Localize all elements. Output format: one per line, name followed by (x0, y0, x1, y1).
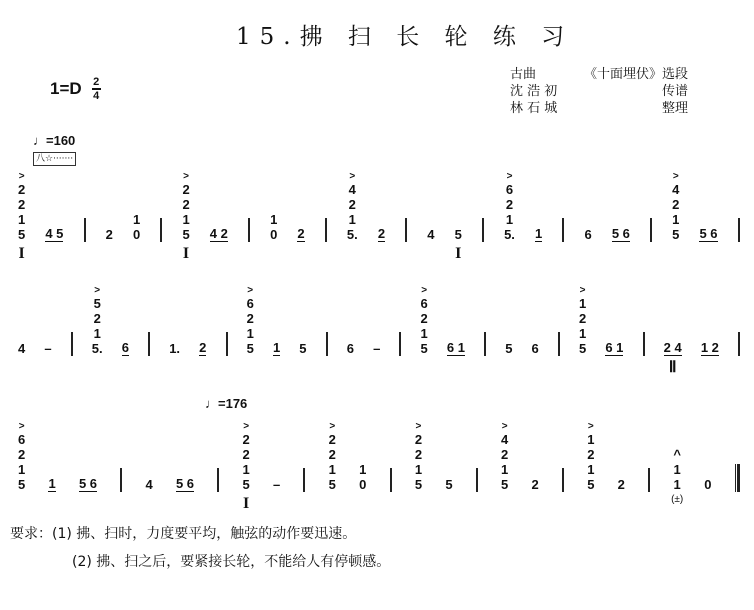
chord (133, 212, 140, 242)
chord (270, 212, 277, 242)
note (106, 227, 113, 242)
roll-mark: I (18, 245, 25, 262)
chord (501, 421, 508, 492)
chord (359, 462, 366, 492)
note (299, 341, 306, 356)
note (505, 341, 512, 356)
score-row (18, 416, 740, 512)
credit-line: 林 石 城 整理 (510, 101, 688, 116)
note (273, 340, 280, 356)
chord (421, 285, 428, 356)
note-digit: 5 (578, 341, 587, 356)
roll-mark: Ⅱ (668, 359, 677, 376)
note-digit: 2 (531, 477, 539, 492)
note-digit: 0 (359, 477, 367, 492)
note-digit: 1 (673, 462, 681, 477)
note (454, 227, 462, 262)
note (427, 227, 434, 242)
note-digit: 2 (348, 197, 356, 212)
note (531, 477, 538, 492)
chord (415, 421, 422, 492)
note-digit: 2 (297, 226, 305, 241)
barline (303, 468, 305, 492)
barline (650, 218, 652, 242)
note-digit: 5 (18, 227, 26, 242)
note-digit: 1 (673, 477, 681, 492)
chord (182, 171, 190, 262)
note (618, 477, 625, 492)
note (347, 341, 354, 356)
note (176, 476, 194, 492)
note (48, 476, 55, 492)
note-digit: 1 (18, 462, 26, 477)
accent-mark: > (506, 171, 513, 182)
note-digit: 4 (672, 182, 680, 197)
note-digit: 2 (246, 311, 254, 326)
note-digit: 6 (246, 296, 254, 311)
note-digit: 1. (169, 341, 181, 356)
accent-mark: > (421, 285, 428, 296)
note-digit: 2 (18, 197, 26, 212)
note-digit: 5 (93, 296, 101, 311)
chord (92, 285, 103, 356)
technique-marking: 八☆······· (33, 152, 76, 166)
roll-mark: I (242, 495, 250, 512)
note-digit: 2 (328, 432, 336, 447)
note-digit: 2 (105, 227, 113, 242)
note (704, 477, 711, 492)
note-digit: 4 (145, 477, 153, 492)
barline (148, 332, 150, 356)
chord (347, 171, 358, 242)
note-digit: 6 (346, 341, 354, 356)
chord (247, 285, 254, 356)
tempo-marking: ♩=160 (33, 133, 76, 148)
note-digit: 6 (121, 340, 129, 355)
note-digit: 5. (504, 227, 515, 242)
accent-mark: > (247, 285, 254, 296)
note-digit: – (272, 477, 281, 492)
key-label: 1=D (50, 79, 82, 98)
requirements-label: 要求： (10, 526, 52, 542)
credit-line: 沈 浩 初 传谱 (510, 84, 688, 99)
note-digit: 5 (18, 477, 26, 492)
note-digit: 1 (420, 326, 428, 341)
note-digit: 2 (617, 477, 625, 492)
accent-mark: > (579, 285, 586, 296)
accent-mark: > (349, 171, 356, 182)
alt-note: (±) (671, 494, 684, 505)
chord (242, 421, 250, 512)
note-digit: 5 (454, 227, 462, 242)
chord (579, 285, 586, 356)
note (373, 341, 380, 356)
barline (648, 468, 650, 492)
barline (84, 218, 86, 242)
note-digit: 5 (587, 477, 595, 492)
barline (399, 332, 401, 356)
note (45, 226, 63, 242)
requirement-item: (2) 拂、扫之后，要紧接长轮，不能给人有停顿感。 (72, 554, 391, 570)
note-digit: 2 (328, 447, 336, 462)
barline (482, 218, 484, 242)
accent-mark: > (672, 171, 679, 182)
score-row (18, 284, 740, 376)
note-digit: 2 (377, 226, 386, 241)
note (447, 340, 465, 356)
note-digit: 2 (501, 447, 509, 462)
roll-mark: I (182, 245, 190, 262)
chord (587, 421, 594, 492)
time-top: 2 (93, 76, 100, 88)
note-digit: 1 2 (700, 340, 719, 355)
note-digit: 6 (505, 182, 514, 197)
note-digit: ^ (673, 447, 681, 462)
accent-mark: > (587, 421, 594, 432)
note-digit: 1 (48, 476, 56, 491)
note (44, 341, 51, 356)
requirement-item: (1) 拂、扫时，力度要平均，触弦的动作要迅速。 (52, 526, 357, 542)
note-digit: 2 (182, 197, 190, 212)
note-digit: 2 (414, 432, 423, 447)
chord (504, 171, 515, 242)
chord (672, 171, 679, 242)
note-digit: 1 (578, 296, 587, 311)
tempo-marking: ♩=176 (205, 396, 248, 411)
note (532, 341, 539, 356)
note-digit: 5. (346, 227, 358, 242)
chord (329, 421, 336, 492)
score-row (18, 170, 740, 262)
barline (120, 468, 122, 492)
time-bottom: 4 (93, 90, 100, 102)
note (605, 340, 623, 356)
note-digit: 6 (420, 296, 428, 311)
note (445, 477, 452, 492)
note-digit: 5 6 (175, 476, 195, 491)
note-digit: 2 (578, 311, 587, 326)
note-digit: 4 2 (209, 226, 228, 241)
note (210, 226, 228, 242)
credit-line: 古曲 《十面埋伏》选段 (510, 67, 688, 82)
final-barline (735, 464, 740, 492)
note-digit: 1 (578, 326, 587, 341)
note (145, 477, 152, 492)
note-digit: 1 (535, 226, 543, 241)
chord (18, 171, 26, 262)
accent-mark: > (94, 285, 101, 296)
note-digit: 2 (587, 447, 595, 462)
note-digit: 2 (242, 432, 250, 447)
note-digit: 5 (246, 341, 254, 356)
note-digit: 1 (272, 340, 281, 355)
note-digit: 2 (672, 197, 680, 212)
note-digit: 1 (182, 212, 190, 227)
note (169, 341, 180, 356)
note-digit: 5 (501, 477, 509, 492)
chord (18, 421, 25, 492)
accent-mark: > (415, 421, 422, 432)
barline (562, 218, 564, 242)
accent-mark: > (501, 421, 508, 432)
note-digit: 1 (505, 212, 514, 227)
barline (484, 332, 486, 356)
note-digit: 2 (93, 311, 101, 326)
note-digit: 5. (91, 341, 103, 356)
barline (405, 218, 407, 242)
note (122, 340, 129, 356)
note-digit: 1 (246, 326, 254, 341)
accent-mark: > (183, 171, 189, 182)
barline (217, 468, 219, 492)
note-digit: – (44, 341, 52, 356)
note-digit: 6 1 (605, 340, 624, 355)
note-digit: 2 (414, 447, 423, 462)
note-digit: 2 (18, 182, 26, 197)
barline (738, 332, 740, 356)
note-digit: 5 (414, 477, 423, 492)
time-signature (92, 76, 101, 102)
note-digit: 2 (18, 447, 26, 462)
note-digit: 5 (328, 477, 336, 492)
note (663, 340, 682, 376)
note-digit: 1 (270, 212, 278, 227)
note-digit: 1 (328, 462, 336, 477)
barline (325, 218, 327, 242)
accent-mark: > (243, 421, 250, 432)
requirements (10, 520, 390, 576)
note (699, 226, 717, 242)
note-digit: 6 (584, 227, 592, 242)
note-digit: 5 6 (78, 476, 98, 491)
note-digit: 2 (199, 340, 207, 355)
note-digit: 6 1 (446, 340, 465, 355)
note-digit: 5 (299, 341, 307, 356)
note-digit: 1 (359, 462, 367, 477)
note-digit: 1 (18, 212, 26, 227)
note-digit: 1 (93, 326, 101, 341)
note (199, 340, 206, 356)
note (297, 226, 304, 242)
note-digit: 4 (501, 432, 509, 447)
note-digit: 5 (505, 341, 513, 356)
note-digit: 2 (505, 197, 514, 212)
note (584, 227, 591, 242)
barline (326, 332, 328, 356)
note (378, 226, 385, 242)
note-digit: 4 5 (45, 226, 64, 241)
note-digit: 6 (18, 432, 26, 447)
note-digit: – (373, 341, 381, 356)
note-digit: 1 (587, 462, 595, 477)
note-digit: 4 (18, 341, 26, 356)
note-digit: 2 (420, 311, 428, 326)
barline (248, 218, 250, 242)
note-digit: 4 (427, 227, 435, 242)
note-digit: 1 (132, 212, 141, 227)
note (273, 477, 280, 492)
key-signature (50, 76, 101, 102)
note-digit: 1 (242, 462, 250, 477)
note-digit: 0 (704, 477, 712, 492)
barline (160, 218, 162, 242)
accent-mark: > (18, 171, 25, 182)
note (701, 340, 719, 356)
chord (671, 447, 684, 505)
note-digit: 2 4 (663, 340, 682, 355)
note-digit: 5 (445, 477, 453, 492)
barline (226, 332, 228, 356)
barline (390, 468, 392, 492)
note-digit: 5 (242, 477, 250, 492)
note-digit: 2 (242, 447, 250, 462)
barline (71, 332, 73, 356)
note-digit: 5 (420, 341, 428, 356)
note-digit: 6 (531, 341, 539, 356)
note-digit: 2 (182, 182, 190, 197)
barline (738, 218, 740, 242)
note-digit: 0 (132, 227, 141, 242)
note (79, 476, 97, 492)
note-digit: 5 (182, 227, 190, 242)
note-digit: 1 (501, 462, 509, 477)
barline (562, 468, 564, 492)
note (612, 226, 630, 242)
note-digit: 0 (270, 227, 278, 242)
accent-mark: > (18, 421, 25, 432)
roll-mark: I (455, 245, 462, 262)
note-digit: 1 (348, 212, 356, 227)
barline (476, 468, 478, 492)
note-digit: 4 (348, 182, 356, 197)
note-digit: 5 6 (699, 226, 718, 241)
note (18, 341, 25, 356)
barline (558, 332, 560, 356)
barline (643, 332, 645, 356)
note (535, 226, 542, 242)
credits (510, 66, 688, 117)
note-digit: 1 (672, 212, 680, 227)
note-digit: 5 (672, 227, 680, 242)
note-digit: 5 6 (611, 226, 630, 241)
note-digit: 1 (414, 462, 423, 477)
page-title: 15.拂 扫 长 轮 练 习 (236, 24, 574, 50)
note-digit: 1 (587, 432, 595, 447)
accent-mark: > (329, 421, 336, 432)
